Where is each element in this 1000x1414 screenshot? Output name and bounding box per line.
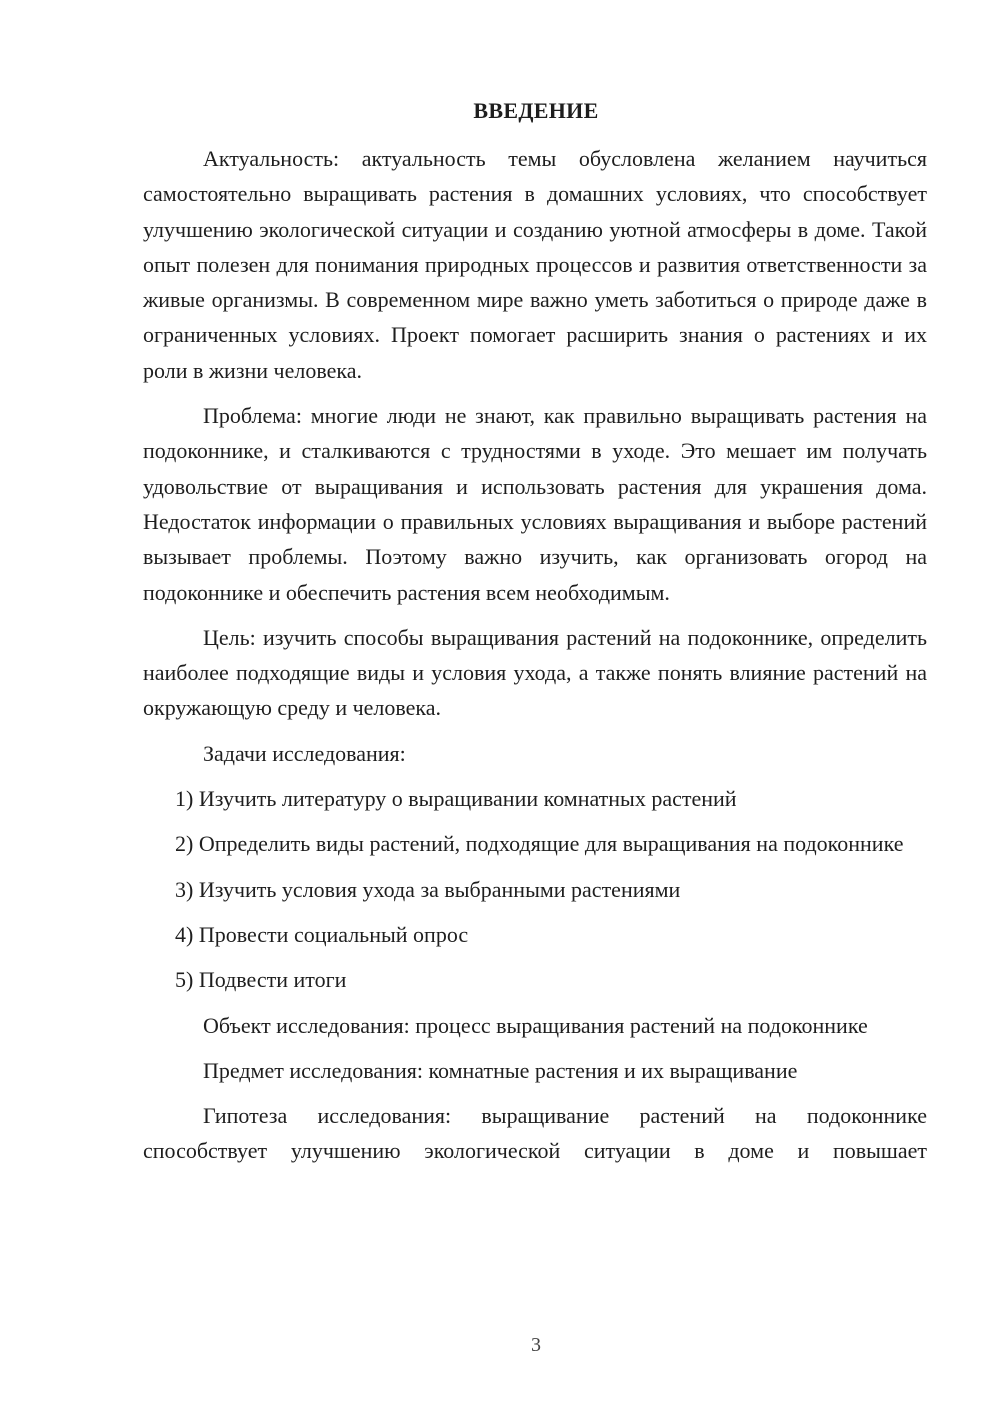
problem-paragraph: Проблема: многие люди не знают, как правильно выращивать растения на подоконнике, и сталкиваются с трудностями в уходе. Это мешает им получать удовольствие от выращивания и использовать растения для украшения дома. Недостаток информации о правильных условиях выращивания и выборе растений вызывает проблемы. Поэтому важно изучить, как организовать огород на подоконнике и обеспечить растения всем необходимым. xyxy=(143,403,927,605)
page-number: 3 xyxy=(531,1334,541,1356)
task-item: 4) Провести социальный опрос xyxy=(175,921,469,947)
hypothesis-paragraph: Гипотеза исследования: выращивание растений на подоконнике способствует улучшению экологической ситуации в доме и повышает xyxy=(143,1103,927,1164)
task-item: 3) Изучить условия ухода за выбранными растениями xyxy=(175,876,681,902)
task-item: 1) Изучить литературу о выращивании комнатных растений xyxy=(175,786,737,812)
relevance-paragraph: Актуальность: актуальность темы обусловлена желанием научиться самостоятельно выращивать растения в домашних условиях, что способствует улучшению экологической ситуации и созданию уютной атмосферы в доме. Такой опыт полезен для понимания природных процессов и развития ответственности за живые организмы. В современном мире важно уметь заботиться о природе даже в ограниченных условиях. Проект помогает расширить знания о растениях и их роли в жизни человека. xyxy=(143,146,927,383)
task-item: 2) Определить виды растений, подходящие для выращивания на подоконнике xyxy=(175,831,904,857)
tasks-heading: Задачи исследования: xyxy=(203,740,406,766)
research-object-paragraph: Объект исследования: процесс выращивания растений на подоконнике xyxy=(203,1012,868,1038)
task-item: 5) Подвести итоги xyxy=(175,967,347,993)
goal-paragraph: Цель: изучить способы выращивания растений на подоконнике, определить наиболее подходящие виды и условия ухода, а также понять влияние растений на окружающую среду и человека. xyxy=(143,624,927,721)
research-subject-paragraph: Предмет исследования: комнатные растения и их выращивание xyxy=(203,1057,798,1083)
section-title: ВВЕДЕНИЕ xyxy=(473,98,599,123)
document-body xyxy=(143,141,927,1179)
